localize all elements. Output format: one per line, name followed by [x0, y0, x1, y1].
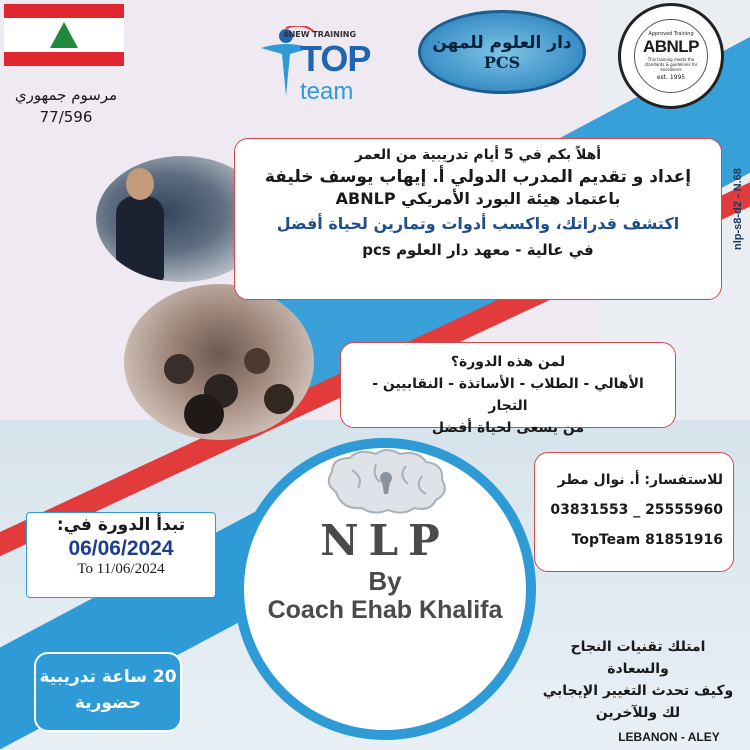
contact-label: للاستفسار: أ. نوال مطر	[557, 472, 723, 488]
coach-name: Coach Ehab Khalifa	[267, 596, 503, 624]
location-label: LEBANON - ALEY	[618, 730, 720, 744]
intro-venue: في عالية - معهد دار العلوم pcs	[362, 241, 594, 259]
decree-block	[6, 84, 126, 128]
brain-icon	[318, 448, 454, 518]
end-date: To 11/06/2024	[77, 561, 165, 577]
cedar-icon	[50, 22, 78, 48]
pcs-english-name: PCS	[483, 52, 521, 72]
nlp-title: NLP	[320, 516, 450, 565]
abnlp-est: est. 1995	[656, 74, 686, 81]
top-team-logo	[238, 8, 388, 103]
pcs-arabic-name: دار العلوم للمهن	[432, 32, 572, 53]
intro-accreditation: باعتماد هيئة البورد الأمريكي ABNLP	[335, 189, 621, 208]
motto-line-1: امتلك تقنيات النجاح والسعادة	[570, 639, 706, 677]
hours-type: حضورية	[74, 693, 142, 713]
logo-top-word: TOP	[300, 38, 371, 79]
decree-title: مرسوم جمهوري	[14, 86, 118, 104]
logo-tagline: 4NEW TRAINING	[283, 30, 357, 39]
logo-team-word: team	[300, 78, 354, 105]
intro-discover: اكتشف قدراتك، واكسب أدوات وتمارين لحياة أفضل	[276, 214, 680, 233]
audience-groups: الأهالي - الطلاب - الأساتذة - النقابيين - التجار	[372, 376, 644, 414]
audience-box	[340, 342, 676, 436]
pcs-logo	[418, 10, 586, 94]
by-label: By	[368, 566, 402, 596]
abnlp-seal	[618, 3, 724, 109]
start-date: 06/06/2024	[68, 537, 174, 560]
hours-box	[34, 652, 182, 732]
contact-topteam[interactable]: TopTeam 81851916	[571, 532, 723, 548]
abnlp-name: ABNLP	[642, 37, 700, 56]
class-photo	[124, 284, 314, 440]
intro-trainer: إعداد و تقديم المدرب الدولي أ. إيهاب يوسف خليفة	[264, 167, 692, 187]
intro-box	[234, 138, 722, 300]
starts-label: تبدأ الدورة في:	[56, 515, 186, 535]
decree-number: 77/596	[39, 108, 93, 126]
abnlp-blurb: This training meets the standards & guidelines for excellence	[644, 57, 698, 72]
contact-phones[interactable]: 03831553 _ 25555960	[550, 502, 723, 518]
motto-block	[540, 636, 736, 724]
intro-welcome: أهلاً بكم في 5 أيام تدريبية من العمر	[354, 147, 602, 163]
contact-box	[534, 452, 734, 572]
motto-line-3: لك وللآخرين	[595, 705, 681, 721]
motto-line-2: وكيف تحدث التغيير الإيجابي	[542, 683, 734, 699]
abnlp-approved: Approved Training	[648, 31, 694, 37]
date-box	[26, 512, 216, 598]
audience-seekers: من يسعى لحياة أفضل	[431, 420, 585, 436]
hours-count: 20 ساعة تدريبية	[39, 667, 177, 687]
lebanon-flag	[4, 4, 124, 66]
audience-question: لمن هذه الدورة؟	[450, 354, 566, 370]
side-code: nlp-s8-d2 - N.68	[732, 168, 744, 250]
